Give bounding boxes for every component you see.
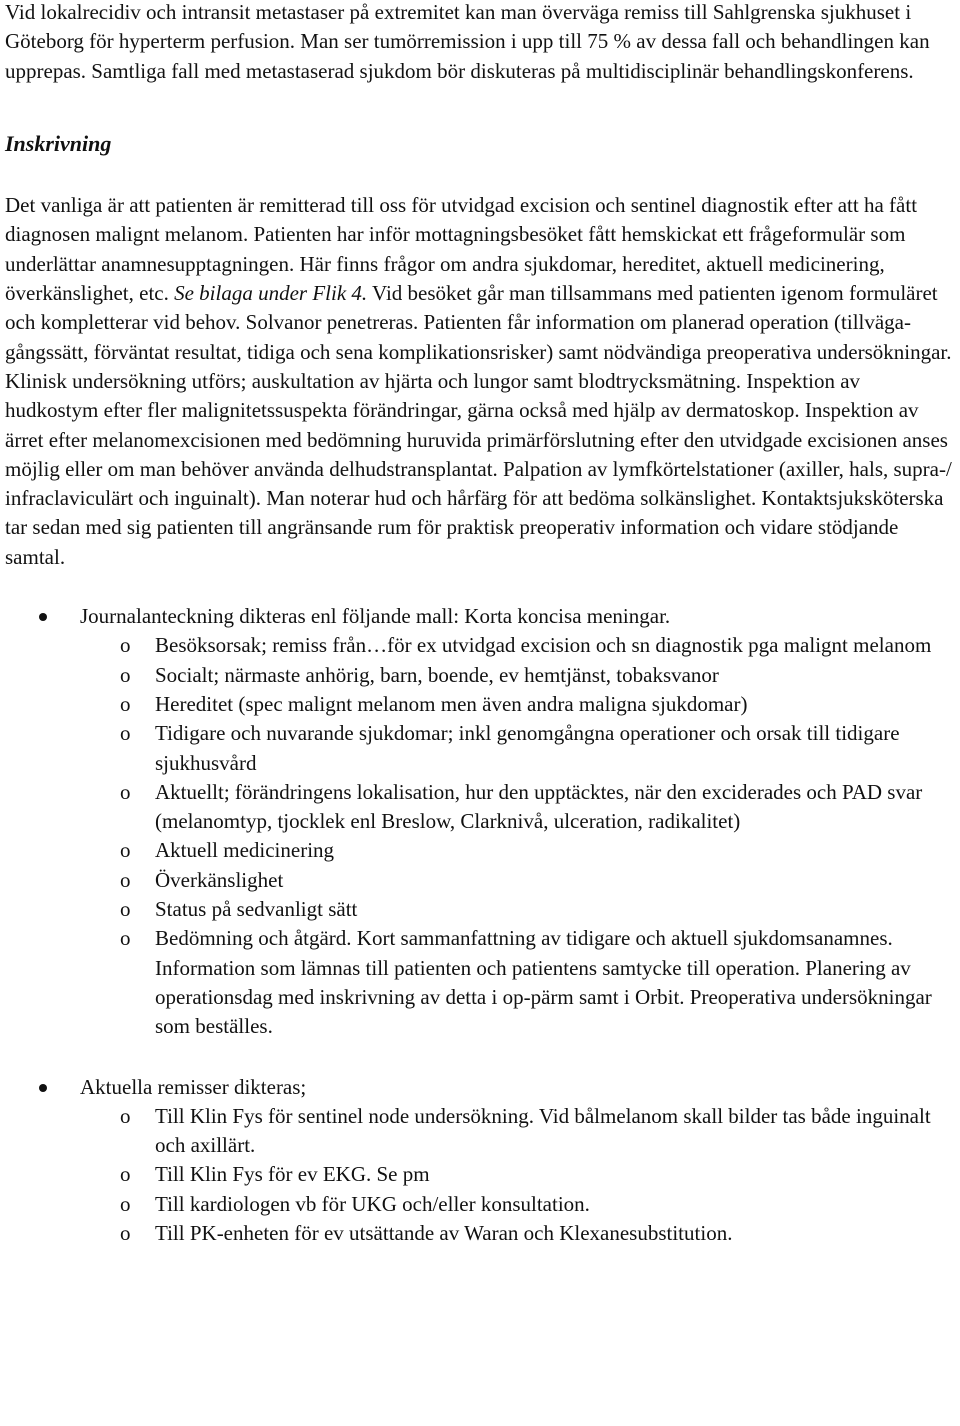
sub-list-item: [80, 778, 955, 837]
sub-list-item: [80, 866, 955, 895]
intro-paragraph: Vid lokalrecidiv och intransit metastaser på extremitet kan man överväga remiss till Sahlgrenska sjukhuset i Göteborg för hyperterm perfusion. Man ser tumörremission i upp till 75 % av dessa fall och behandlingen kan upprepas. Samtliga fall med metastaserad sjukdom bör diskuteras på multidisciplinär behandlingskonferens.: [5, 0, 930, 83]
circle-bullet-icon: o: [120, 897, 131, 922]
sub-list-item-text: Till kardiologen vb för UKG och/eller konsultation.: [155, 1191, 590, 1216]
sub-list-item-text: Aktuell medicinering: [155, 838, 335, 863]
sub-list-item-text: Till Klin Fys för sentinel node undersökning. Vid bålmelanom skall bilder tas både inguinalt och axillärt.: [155, 1103, 931, 1158]
circle-bullet-icon: o: [120, 1220, 131, 1245]
sub-list-item: [80, 924, 955, 1041]
sub-list-item: [80, 719, 955, 778]
sub-list-item: [80, 1219, 955, 1248]
sub-list-item-text: Aktuellt; förändringens lokalisation, hur den upptäcktes, när den exciderades och PAD svar (melanomtyp, tjocklek enl Breslow, Clarknivå, ulceration, radikalitet): [155, 779, 923, 834]
sub-list-item: [80, 1102, 955, 1161]
sub-list-item: [80, 1190, 955, 1219]
document-page: [5, 0, 955, 1248]
paragraph-text: Det vanliga är att patienten är remitterad till oss för utvidgad excision och sentinel diagnostik efter att ha fått diagnosen malignt melanom. Patienten har inför mottagningsbesöket fått hemskickat ett frågeformulär som underlättar anamnesupptagningen. Här finns frågor om andra sjukdomar, hereditet, aktuell medicinering, överkänslighet, etc.: [5, 193, 918, 306]
bullet-icon: [39, 1084, 47, 1092]
circle-bullet-icon: o: [120, 838, 131, 863]
sub-list-item-text: Till Klin Fys för ev EKG. Se pm: [155, 1162, 430, 1187]
circle-bullet-icon: o: [120, 1191, 131, 1216]
sub-list-item-text: Socialt; närmaste anhörig, barn, boende, ev hemtjänst, tobaksvanor: [155, 662, 719, 687]
sub-list-item-text: Hereditet (spec malignt melanom men även andra maligna sjukdomar): [155, 691, 748, 716]
sub-list-item-text: Bedömning och åtgärd. Kort sammanfattning av tidigare och aktuell sjukdomsanamnes. Information som lämnas till patienten och patientens samtycke till operation. Planering av operationsdag med inskrivning av detta i op-pärm samt i Orbit. Preoperativa undersökningar som beställes.: [155, 926, 932, 1039]
circle-bullet-icon: o: [120, 926, 131, 951]
circle-bullet-icon: o: [120, 633, 131, 658]
list-item: [5, 1073, 955, 1249]
bullet-icon: [39, 613, 47, 621]
sub-list-item: [80, 1160, 955, 1189]
sub-list-item: [80, 836, 955, 865]
list-item-text: Journalanteckning dikteras enl följande mall: Korta koncisa meningar.: [80, 604, 671, 629]
sub-list-item-text: Besöksorsak; remiss från…för ex utvidgad excision och sn diagnostik pga malignt melanom: [155, 633, 932, 658]
circle-bullet-icon: o: [120, 1103, 131, 1128]
sub-list-item: [80, 631, 955, 660]
remisser-sub-list: [80, 1102, 955, 1248]
journal-sub-list: [80, 631, 955, 1041]
paragraph-text: Vid besöket går man tillsammans med patienten igenom formuläret och kompletterar vid behov. Solvanor penetreras. Patienten får information om planerad operation (tillväga-gångssätt, förväntat resultat, tidiga och sena komplikationsrisker) samt nödvändiga preoperativa undersökningar.: [5, 281, 952, 364]
list-item: [5, 602, 955, 1041]
main-bullet-list: [5, 602, 955, 1248]
circle-bullet-icon: o: [120, 691, 131, 716]
attachment-reference: Se bilaga under Flik 4.: [174, 281, 368, 306]
inskrivning-paragraph: [5, 191, 955, 572]
sub-list-item: [80, 690, 955, 719]
paragraph-text: Klinisk undersökning utförs; auskultation av hjärta och lungor samt blodtrycksmätning. Inspektion av hudkostym efter fler malignitetssuspekta förändringar, gärna också med hjälp av dermatoskop. Inspektion av ärret efter melanomexcisionen med bedömning huruvida primärförslutning efter den utvidgade excisionen anses möjlig eller om man behöver använda delhudstransplantat. Palpation av lymfkörtelstationer (axiller, hals, supra-/ infraclaviculärt och inguinalt). Man noterar hud och hårfärg för att bedöma solkänslighet. Kontaktsjuksköterska tar sedan med sig patienten till angränsande rum för praktisk preoperativ information och vidare stödjande samtal.: [5, 368, 952, 569]
circle-bullet-icon: o: [120, 779, 131, 804]
sub-list-item-text: Status på sedvanligt sätt: [155, 897, 358, 922]
sub-list-item: [80, 895, 955, 924]
sub-list-item-text: Till PK-enheten för ev utsättande av Waran och Klexanesubstitution.: [155, 1220, 733, 1245]
circle-bullet-icon: o: [120, 1162, 131, 1187]
circle-bullet-icon: o: [120, 662, 131, 687]
list-item-text: Aktuella remisser dikteras;: [80, 1074, 307, 1099]
sub-list-item: [80, 661, 955, 690]
section-heading: Inskrivning: [5, 130, 112, 156]
circle-bullet-icon: o: [120, 721, 131, 746]
circle-bullet-icon: o: [120, 867, 131, 892]
sub-list-item-text: Överkänslighet: [155, 867, 284, 892]
sub-list-item-text: Tidigare och nuvarande sjukdomar; inkl genomgångna operationer och orsak till tidigare sjukhusvård: [155, 721, 900, 775]
